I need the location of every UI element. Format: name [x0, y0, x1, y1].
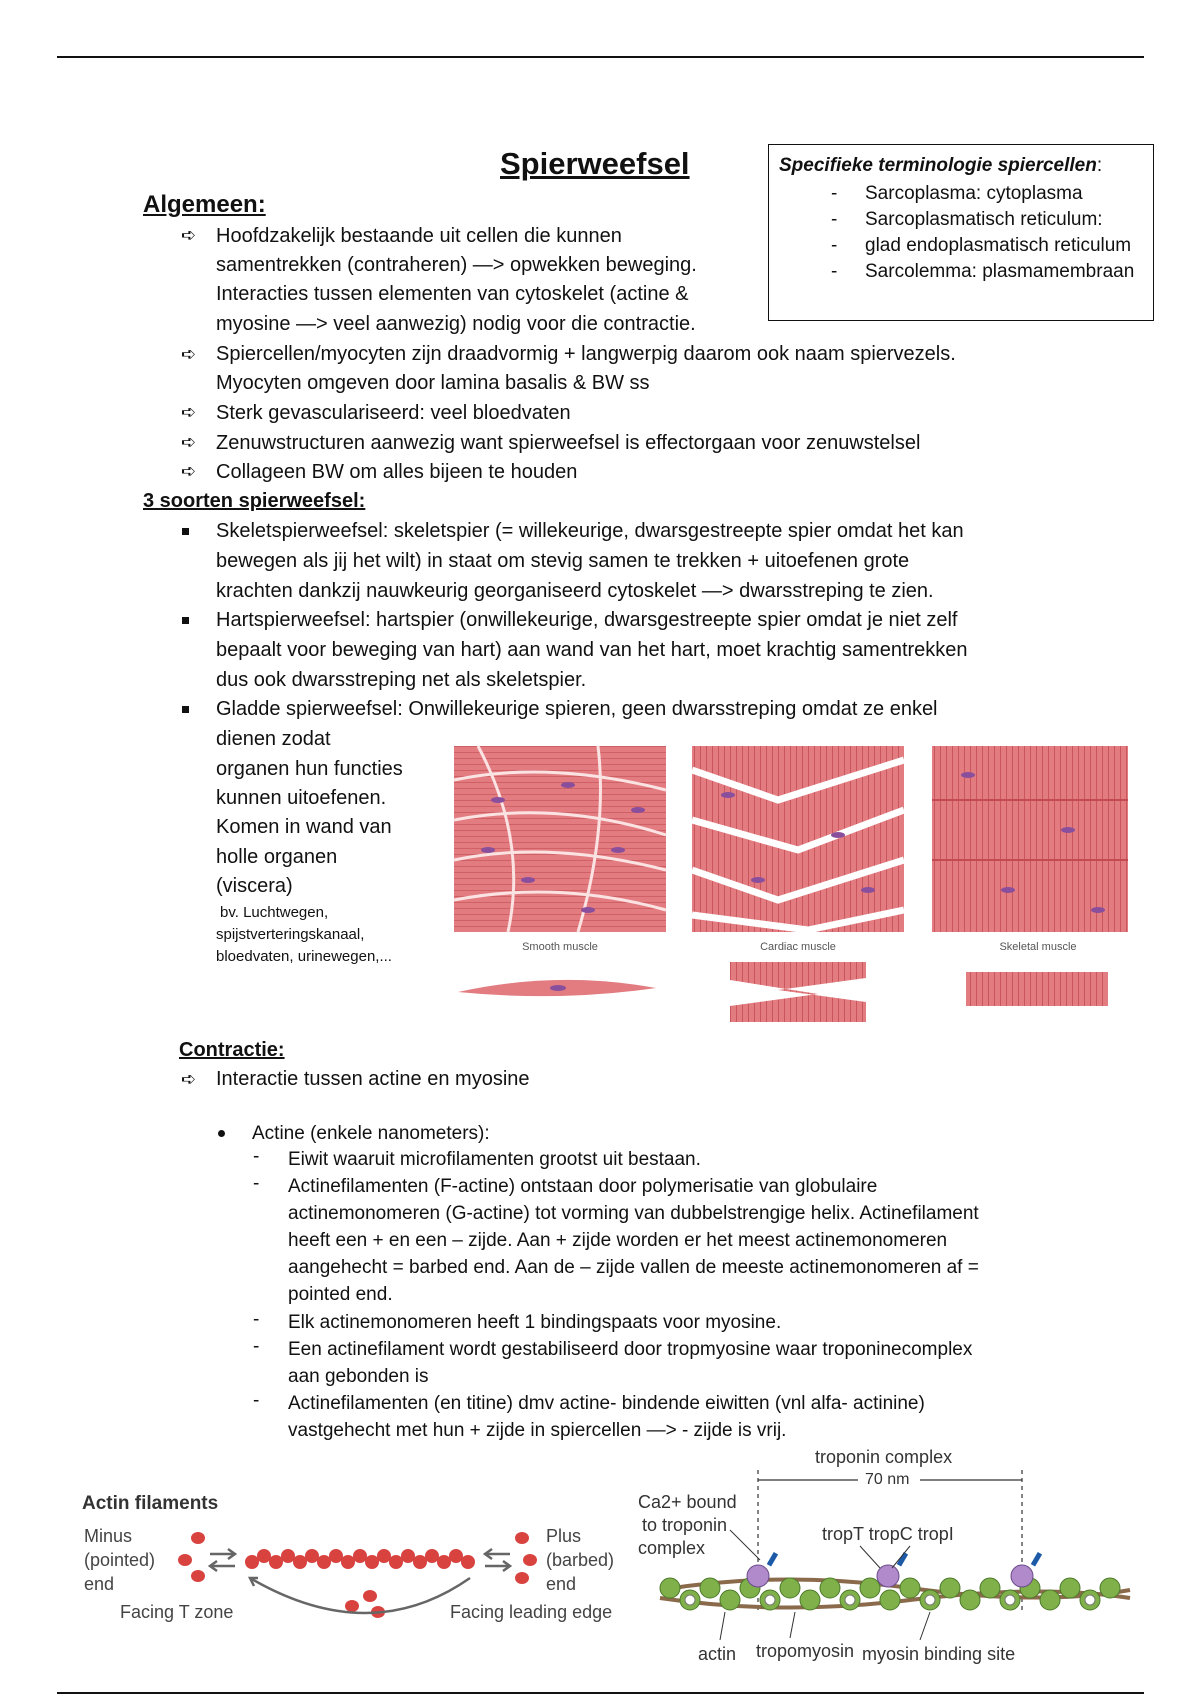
section-heading-soorten: 3 soorten spierweefsel: — [143, 490, 366, 512]
troponin-length-label: 70 nm — [865, 1471, 910, 1488]
text-line: Hartspierweefsel: hartspier (onwillekeurige, dwarsgestreepte spier omdat je niet zelf — [216, 609, 958, 631]
arrow-bullet-icon: ➪ — [181, 402, 197, 422]
muscle-types-figure — [448, 740, 1134, 1030]
square-bullet-icon — [182, 617, 189, 624]
text-line: holle organen — [216, 846, 338, 868]
text-line: Gladde spierweefsel: Onwillekeurige spieren, geen dwarsstreping omdat ze enkel — [216, 698, 938, 720]
section-heading-algemeen: Algemeen: — [143, 191, 266, 218]
text-line: dienen zodat — [216, 728, 331, 750]
page-title: Spierweefsel — [500, 146, 690, 181]
subunits-label: tropT tropC tropI — [822, 1524, 954, 1544]
smooth-muscle-image — [454, 746, 666, 932]
text-line: myosine —> veel aanwezig) nodig voor die contractie. — [216, 313, 696, 335]
actin-filaments-figure — [70, 1478, 630, 1628]
small-note: bv. Luchtwegen, — [220, 904, 329, 921]
text-line: Sterk gevasculariseerd: veel bloedvaten — [216, 402, 571, 424]
ca-label: to troponin — [642, 1515, 728, 1535]
section-heading-contractie: Contractie: — [179, 1039, 285, 1061]
top-rule — [57, 56, 1144, 58]
dash-bullet: - — [253, 1309, 260, 1330]
square-bullet-icon — [182, 528, 189, 535]
text-line: Komen in wand van — [216, 816, 392, 838]
small-note: bloedvaten, urinewegen,... — [216, 948, 392, 965]
text-line: dus ook dwarsstreping net als skeletspier. — [216, 669, 587, 691]
text-line: Actinefilamenten (F-actine) ontstaan door polymerisatie van globulaire — [288, 1176, 878, 1197]
terminology-heading: Specifieke terminologie spiercellen — [779, 155, 1097, 176]
ca-label: complex — [638, 1538, 706, 1558]
text-line: aan gebonden is — [288, 1366, 429, 1387]
arrow-bullet-icon: ➪ — [181, 344, 197, 364]
text-line: organen hun functies — [216, 758, 403, 780]
terminology-item: - Sarcoplasmatisch reticulum: — [779, 207, 1143, 233]
text-line: Actinefilamenten (en titine) dmv actine- bindende eiwitten (vnl alfa- actinine) — [288, 1393, 925, 1414]
cardiac-muscle-label: Cardiac muscle — [760, 941, 836, 953]
troponin-complex-figure — [630, 1440, 1160, 1680]
myosin-binding-site-label: myosin binding site — [862, 1644, 1016, 1664]
terminology-item: - Sarcolemma: plasmamembraan — [779, 259, 1143, 285]
cardiac-muscle-image — [692, 746, 904, 932]
text-line: aangehecht = barbed end. Aan de – zijde vallen de meeste actinemonomeren af = — [288, 1257, 979, 1278]
text-line: Interacties tussen elementen van cytoskelet (actine & — [216, 283, 689, 305]
text-line: pointed end. — [288, 1284, 393, 1305]
plus-label: end — [546, 1574, 577, 1594]
minus-label: end — [84, 1574, 115, 1594]
actin-filament — [245, 1549, 475, 1569]
text-line: Myocyten omgeven door lamina basalis & BW ss — [216, 372, 650, 394]
arrow-bullet-icon: ➪ — [181, 432, 197, 452]
small-note: spijstverteringskanaal, — [216, 926, 365, 943]
text-line: Interactie tussen actine en myosine — [216, 1068, 530, 1090]
skeletal-muscle-label: Skeletal muscle — [999, 941, 1077, 953]
square-bullet-icon — [182, 706, 189, 713]
smooth-muscle-label: Smooth muscle — [522, 941, 598, 953]
actine-heading: Actine (enkele nanometers): — [252, 1123, 490, 1144]
text-line: bewegen als jij het wilt) in staat om stevig samen te trekken + uitoefenen grote — [216, 550, 910, 572]
text-line: krachten dankzij nauwkeurig georganiseerd cytoskelet —> dwarsstreping te zien. — [216, 580, 934, 602]
facing-t-zone-label: Facing T zone — [120, 1602, 234, 1622]
terminology-box: Specifieke terminologie spiercellen: - Sarcoplasma: cytoplasma - Sarcoplasmatisch reticulum: - glad endoplasmatisch reticulum - Sarcolemma: plasmamembraan — [768, 144, 1154, 321]
text-line: Eiwit waaruit microfilamenten grootst uit bestaan. — [288, 1149, 701, 1170]
facing-leading-edge-label: Facing leading edge — [450, 1602, 613, 1622]
text-line: vastgehecht met hun + zijde in spiercellen —> - zijde is vrij. — [288, 1420, 787, 1441]
text-line: Collageen BW om alles bijeen te houden — [216, 461, 578, 483]
terminology-item-cont: - glad endoplasmatisch reticulum — [779, 233, 1143, 259]
text-line: Een actinefilament wordt gestabiliseerd door tropmyosine waar troponinecomplex — [288, 1339, 973, 1360]
dash-bullet: - — [253, 1390, 260, 1411]
text-line: Hoofdzakelijk bestaande uit cellen die kunnen — [216, 225, 622, 247]
text-line: heeft een + en een – zijde. Aan + zijde worden er het meest actinemonomeren — [288, 1230, 948, 1251]
plus-label: Plus — [546, 1526, 582, 1546]
skeletal-muscle-image — [932, 746, 1128, 932]
round-bullet-icon — [218, 1130, 225, 1137]
arrow-bullet-icon: ➪ — [181, 461, 197, 481]
text-line: bepaalt voor beweging van hart) aan wand van het hart, moet krachtig samentrekken — [216, 639, 968, 661]
plus-label: (barbed) — [546, 1550, 615, 1570]
minus-label: Minus — [84, 1526, 133, 1546]
dash-bullet: - — [253, 1173, 260, 1194]
arrow-bullet-icon: ➪ — [181, 225, 197, 245]
text-line: Skeletspierweefsel: skeletspier (= willekeurige, dwarsgestreepte spier omdat het kan — [216, 520, 964, 542]
text-line: Spiercellen/myocyten zijn draadvormig + langwerpig daarom ook naam spiervezels. — [216, 343, 956, 365]
arrow-bullet-icon: ➪ — [181, 1069, 197, 1089]
text-line: actinemonomeren (G-actine) tot vorming van dubbelstrengige helix. Actinefilament — [288, 1203, 979, 1224]
bottom-rule — [57, 1692, 1144, 1694]
text-line: Zenuwstructuren aanwezig want spierweefsel is effectorgaan voor zenuwstelsel — [216, 432, 921, 454]
skeletal-muscle-cell — [966, 972, 1108, 1006]
text-line: Elk actinemonomeren heeft 1 bindingspaats voor myosine. — [288, 1312, 782, 1333]
ca-label: Ca2+ bound — [638, 1492, 737, 1512]
terminology-item: - Sarcoplasma: cytoplasma — [779, 181, 1143, 207]
actin-label: actin — [698, 1644, 737, 1664]
tropomyosin-label: tropomyosin — [756, 1641, 855, 1661]
minus-label: (pointed) — [84, 1550, 156, 1570]
cardiac-muscle-cell — [730, 962, 866, 1022]
actin-figure-title: Actin filaments — [82, 1493, 219, 1514]
text-line: kunnen uitoefenen. — [216, 787, 387, 809]
troponin-complex-label: troponin complex — [815, 1447, 953, 1467]
text-line: (viscera) — [216, 875, 293, 897]
dash-bullet: - — [253, 1146, 260, 1167]
dash-bullet: - — [253, 1336, 260, 1357]
text-line: samentrekken (contraheren) —> opwekken beweging. — [216, 254, 697, 276]
